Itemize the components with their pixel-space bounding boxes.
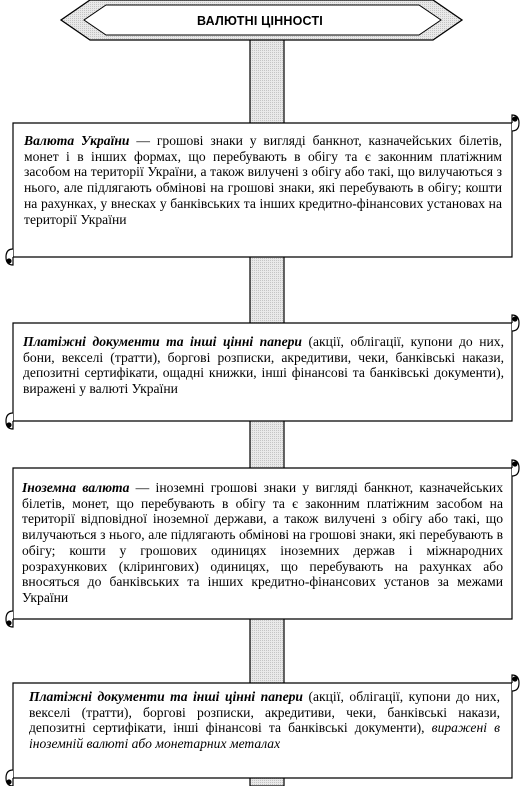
card-dash: —	[129, 133, 157, 148]
card-payment-docs-foreign	[29, 689, 500, 752]
card-payment-docs-uah	[23, 334, 504, 397]
card-definition: грошові знаки у вигляді банкнот, казначейських білетів, монет і в інших формах, що перебувають в обігу та є законним платіжним засобом на території України, а також вилучені з обігу або такі, що вилучаються з нього, але підлягають обмінові на грошові знаки, які перебувають в обігу; кошти на рахунках, у внесках у банківських та інших кредитно-фінансових установах на території України	[24, 133, 503, 227]
card-definition-tail: виражені в іноземній валюті або монетарних металах	[29, 720, 500, 752]
card-term: Платіжні документи та інші цінні папери	[29, 689, 303, 704]
card-currency-ukraine	[24, 133, 502, 227]
card-definition: (акції, облігації, купони до них, бони, векселі (тратти), боргові розписки, акредитиви, чеки, банківські накази, депозитні сертифікати, ощадні книжки, інші фінансові та банківські документи), виражені у валюті України	[23, 334, 504, 397]
card-definition: іноземні грошові знаки у вигляді банкнот, казначейських білетів, монет, що перебувають в обігу та є законним платіжним засобом на території відповідної іноземної держави, а також вилучені з обігу або такі, що вилучаються з нього, але підлягають обмінові на грошові знаки, які перебувають в обігу; кошти у грошових одиницях іноземних держав і міжнародних розрахункових (клірингових) одиницях, що перебувають на рахунках або вносяться до банківських та інших кредитно-фінансових установ за межами України	[22, 480, 503, 605]
card-term: Валюта України	[24, 133, 130, 148]
card-term: Платіжні документи та інші цінні папери	[23, 334, 302, 349]
diagram-title: ВАЛЮТНІ ЦІННОСТІ	[197, 14, 323, 28]
card-foreign-currency	[22, 480, 503, 606]
card-dash: —	[129, 480, 156, 495]
card-definition: (акції, облігації, купони до них, векселі (тратти), боргові розписки, акредитиви, чеки, банківські накази, депозитні сертифікати, інші фінансові та банківські документи),	[29, 689, 500, 736]
card-term: Іноземна валюта	[22, 480, 130, 495]
